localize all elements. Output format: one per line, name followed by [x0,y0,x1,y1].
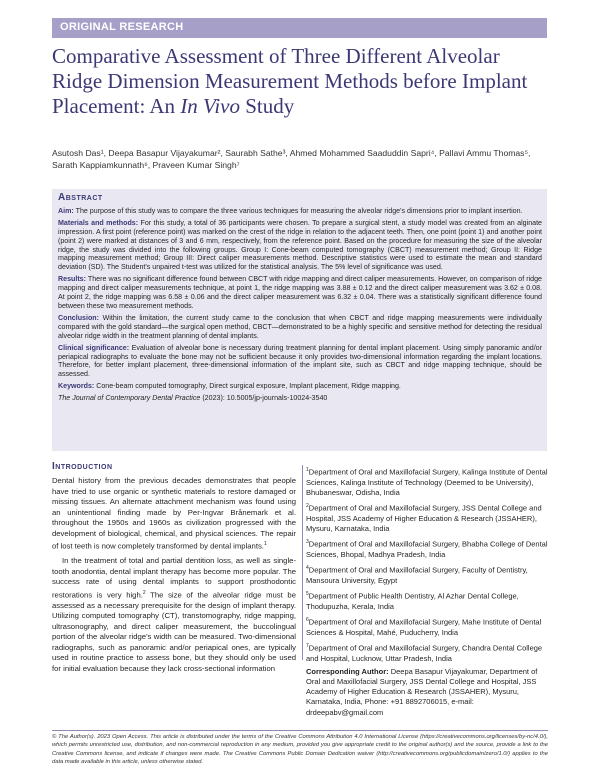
affiliation-item: $^7$Department of Oral and Maxillofacial Surgery, Chandra Dental College and Hospital, Lucknow, Uttar Pradesh, India [306,642,543,663]
intro-paragraph-1: Dental history from the previous decades demonstrates that people have tried to use organic or synthetic materials to restore damaged or missing tissues. An alternate attachment mechanism was found using an unintentional finding made by Per-Ingvar Brånemark et al. throughout the 1950s and 1960s as civilization progressed with the development of biological, chemical, and physical sciences. The repair of lost teeth is now completely transformed by dental implants.$^1$ [52,476,296,551]
column-divider [302,465,303,660]
abstract-aim: Aim: The purpose of this study was to compare the three various techniques for measuring the alveolar ridge's dimensions prior to implant insertion. [58,206,523,215]
abstract-methods: Materials and methods: For this study, a total of 36 participants were chosen. To prepare a surgical stent, a study model was created from an alginate impression. A first point (reference point) was marked on the crest of the ridge in relation to the adjacent teeth. Then, one point (point 1) and another point (point 2) were marked at distances of 3 and 6 mm, respectively, from the reference point. Based on the procedure for measuring the size of the alveolar ridge, the study was divided into the following groups. Group I: Cone-beam computed tomography (CBCT) measurement method; Group II: Ridge mapping measurement method; Group III: Direct caliper measurements method. Descriptive statistics were used to estimate the mean and standard deviation (SD). The Student's unpaired t-test was utilized for the statistical analysis. The 5% level of significance was used. [58,218,542,272]
abstract-box [52,189,547,451]
article-title [52,44,552,119]
journal-citation: The Journal of Contemporary Dental Practice (2023): 10.5005/jp-journals-10024-3540 [58,394,328,403]
corresponding-author: Corresponding Author: Deepa Basapur Vijayakumar, Department of Oral and Maxillofacial Surgery, JSS Dental College and Hospital, JSS Academy of Higher Education & Research (JSSAHER), Mysuru, Karnataka, India, Phone: +91 8892706015, e-mail: drdeepabv@gmail.com [306,666,538,717]
introduction-body [52,476,296,674]
abstract-clinical-significance: Clinical significance: Evaluation of alveolar bone is necessary during treatment planning for dental implant placement. Using simply panoramic and/or periapical radiographs to evaluate the bone may not be sufficient because it only provides two-dimensional information regarding the implant locations. Therefore, for better implant placement, three-dimensional information of the implant site, such as CBCT and ridge mapping technique, should be assessed. [58,343,542,379]
title-end: Study [239,94,295,118]
article-type-label: ORIGINAL RESEARCH [60,21,184,33]
affiliation-item: $^1$Department of Oral and Maxillofacial Surgery, Kalinga Institute of Dental Sciences, Kalinga Institute of Technology (Deemed to be University), Bhubaneswar, Odisha, India [306,467,548,497]
title-main: Comparative Assessment of Three Different Alveolar Ridge Dimension Measurement Methods before Implant Placement: An [52,44,528,118]
intro-paragraph-2: In the treatment of total and partial dentition loss, as well as single-tooth anodontia, dental implant therapy has become more popular. The success rate of using dental implants to support prosthodontic restorations is very high.$^2$ The size of the alveolar ridge must be assessed as a necessary prerequisite for the design of implant therapy. Utilizing computed tomography (CT), transtomography, ridge mapping, ultrasonography, and direct caliper measurement, the buccolingual portion of the alveolar ridge's width can be measured. Two-dimensional radiographs, such as panoramic and/or periapical ones, are typically used in routine practice to assess bone, but they should only be used for initial evaluation because they lack cross-sectional information [52,556,296,673]
abstract-conclusion: Conclusion: Within the limitation, the current study came to the conclusion that when CBCT and ridge mapping measurements were individually compared with the gold standard—the surgical open method, CBCT—demonstrated to be a highly specific and sensitive method for detecting the residual alveolar ridge width in the treatment planning of dental implants. [58,313,542,340]
abstract-results: Results: There was no significant difference found between CBCT with ridge mapping and direct caliper measurements. However, on comparison of ridge mapping and direct caliper measurements technique, at point 1, the ridge mapping was 3.88 ± 0.12 and the direct caliper measurement was 3.62 ± 0.08. At point 2, the ridge mapping was 6.58 ± 0.06 and the direct caliper measurement was 6.32 ± 0.04. There was a statistically significant difference found between these two measurement methods. [58,275,542,310]
license-footer: © The Author(s). 2023 Open Access. This article is distributed under the terms of the Creative Commons Attribution 4.0 International License (https://creativecommons.org/licenses/by-nc/4.0/), which permits unrestricted use, distribution, and non-commercial reproduction in any medium, provided you give appropriate credit to the original author(s) and the source, provide a link to the Creative Commons license, and indicate if changes were made. The Creative Commons Public Domain Dedication waiver (http://creativecommons.org/publicdomain/zero/1.0/) applies to the data made available in this article, unless otherwise stated. [52,734,548,766]
affiliation-item: $^5$Department of Public Health Dentistry, Al Azhar Dental College, Thodupuzha, Kerala, India [306,591,519,611]
footer-divider [52,730,548,731]
abstract-keywords: Keywords: Cone-beam computed tomography, Direct surgical exposure, Implant placement, Ridge mapping. [58,382,401,391]
affiliation-item: $^2$Department of Oral and Maxillofacial Surgery, JSS Dental College and Hospital, JSS Academy of Higher Education & Research (JSSAHER), Mysuru, Karnataka, India [306,503,542,534]
abstract-heading: Abstract [58,192,103,203]
author-list: Asutosh Das¹, Deepa Basapur Vijayakumar², Saurabh Sathe³, Ahmed Mohammed Saaduddin Sapri⁴, Pallavi Ammu Thomas⁵, Sarath Kappiamkunnath⁶, Praveen Kumar Singh⁷ [52,148,531,170]
article-type-banner [52,18,547,38]
affiliation-item: $^6$Department of Oral and Maxillofacial Surgery, Mahe Institute of Dental Sciences & Hospital, Mahé, Puducherry, India [306,616,542,637]
affiliation-item: $^4$Department of Oral and Maxillofacial Surgery, Faculty of Dentistry, Mansoura University, Egypt [306,565,528,585]
affiliations [306,465,548,721]
title-italic: In Vivo [180,94,240,118]
affiliation-item: $^3$Department of Oral and Maxillofacial Surgery, Bhabha College of Dental Sciences, Bhopal, Madhya Pradesh, India [306,539,548,559]
introduction-heading: Introduction [52,461,113,472]
